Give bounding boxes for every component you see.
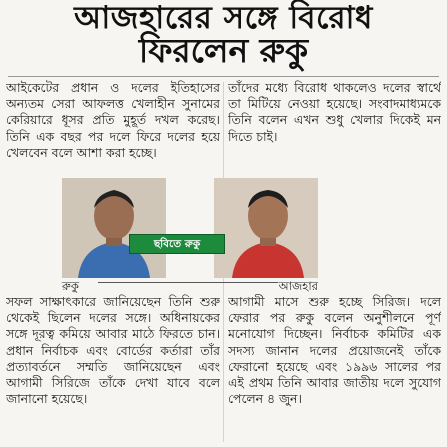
left-column-top-text: আইকেটের প্রধান ও দলের ইতিহাসের অন্যতম সেরা আফলত্ত খেলাহীন সুনামের কেরিয়ারে ধূসর প্রতি মুহূর্ত দখল করেছ। তিনি এক বছর পর দলে ফিরে দলের হয়ে খেলবেন বলে আশা করা হচ্ছে। (6, 80, 220, 160)
photo-badge: ছবিতে রুকু (129, 234, 225, 254)
caption-right: আজহার (278, 279, 318, 293)
player-portrait-right-image (214, 178, 318, 278)
left-column-bottom-text: সফল সাক্ষাৎকারে জানিয়েছেন তিনি শুরু থেকেই ছিলেন দলের সঙ্গে। অধিনায়কের সঙ্গে দূরত্ব কমিয়ে আবার মাঠে ফিরতে চান। প্রধান নির্বাচক এবং বোর্ডের কর্তারা তাঁর প্রত্যাবর্তনে সম্মতি জানিয়েছেন এবং আগামী সিরিজে তাঁকে দেখা যাবে বলে জানানো হয়েছে। (6, 294, 220, 407)
headline-rule (8, 76, 439, 77)
caption-left: রুকু (62, 279, 79, 293)
player-photo-right (214, 178, 318, 278)
photo-strip (62, 178, 318, 293)
headline-line-2: ফিরলেন রুকু (138, 31, 309, 70)
right-column-bottom-text: আগামী মাসে শুরু হচ্ছে সিরিজ। দলে ফেরার পর রুকু বলেন অনুশীলনে পূর্ণ মনোযোগ দিচ্ছেন। নির্বাচক কমিটির এক সদস্য জানান দলের প্রয়োজনেই তাঁকে ফেরানো হয়েছে এবং ১৯৯৬ সালের পর এই প্রথম তিনি আবার জাতীয় দলে সুযোগ পেলেন ৪ জুন। (228, 294, 441, 407)
player-photo-left (62, 178, 166, 278)
player-portrait-left-image (62, 178, 166, 278)
headline (0, 0, 447, 70)
right-column-top-text: তাঁদের মধ্যে বিরোধ থাকলেও দলের স্বার্থে তা মিটিয়ে নেওয়া হয়েছে। সংবাদমাধ্যমকে তিনি বলেন এখন শুধু খেলার দিকেই মন দিতে চাই। (228, 80, 441, 144)
headline-line-1: আজহারের সঙ্গে বিরোধ (74, 0, 373, 36)
